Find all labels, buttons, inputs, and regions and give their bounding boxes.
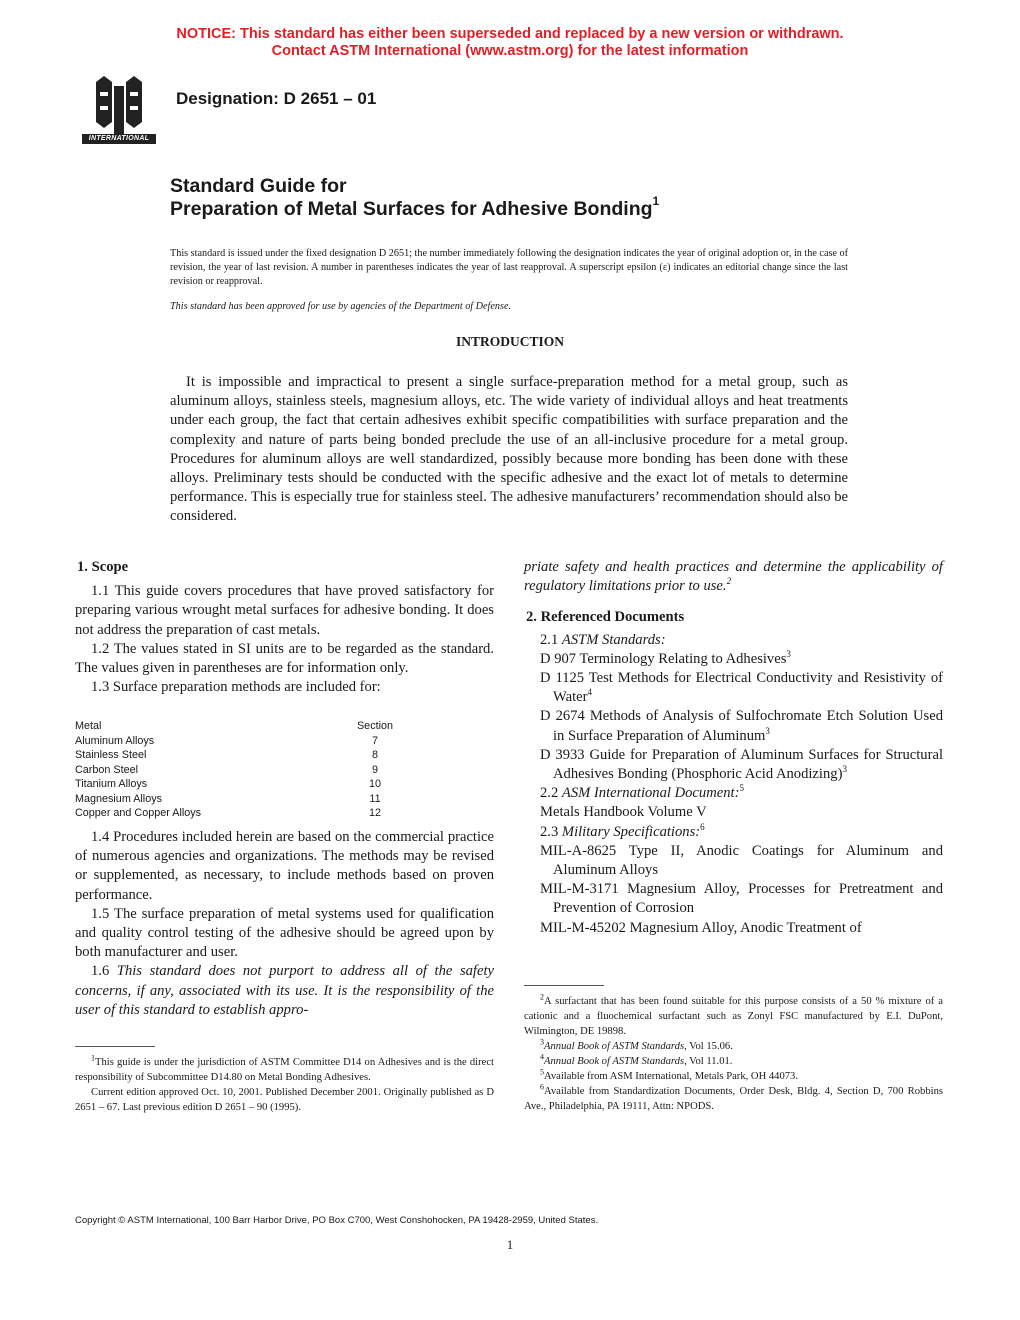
table-row (75, 763, 395, 778)
footnote-4-title: Annual Book of ASTM Standards (544, 1056, 685, 1067)
issued-note: This standard is issued under the fixed designation D 2651; the number immediately following the designation indicates the year of original adoption or, in the case of revision, the year of last revision. A number in parentheses indicates the year of last reapproval. A superscript epsilon (ε) indicates an editorial change since the last revision or reapproval. (170, 248, 848, 287)
table-cell-section: 12 (368, 807, 381, 819)
table-row (75, 748, 395, 763)
table-cell-metal: Titanium Alloys (75, 778, 148, 790)
table-row (75, 734, 395, 749)
page-number: 1 (506, 1237, 514, 1252)
logo-subtext: INTERNATIONAL (88, 135, 150, 142)
scope-methods-table (75, 719, 395, 821)
footnote-5 (524, 1069, 943, 1084)
table-cell-metal: Aluminum Alloys (75, 734, 155, 747)
scope-1-6-text: This standard does not purport to address all of the safety concerns, if any, associated with its use. It is the responsibility of the user of this standard to establish appro- (75, 963, 494, 1018)
footnote-3 (524, 1039, 943, 1054)
approved-note: This standard has been approved for use by agencies of the Department of Defense. (170, 301, 512, 312)
table-cell-section: 8 (371, 749, 378, 761)
scope-1-1: 1.1 This guide covers procedures that have proved satisfactory for preparing various wrought metal surfaces for adhesive bonding. It does not address the preparation of cast metals. (75, 583, 494, 638)
footnote-1 (75, 1055, 494, 1085)
footnote-5-mark: 5 (540, 1067, 544, 1077)
footnote-divider-right (524, 985, 604, 986)
copyright: Copyright © ASTM International, 100 Barr Harbor Drive, PO Box C700, West Conshohocken, PA 19428-2959, United States. (75, 1215, 599, 1226)
scope-1-4: 1.4 Procedures included herein are based on the commercial practice of numerous agencies and organizations. The methods may be revised or supplemented, as necessary, to include methods based on proven performance. (75, 829, 494, 903)
notice-line-1: NOTICE: This standard has either been superseded and replaced by a new version or withdrawn. (176, 26, 844, 42)
ref-metals-handbook: Metals Handbook Volume V (540, 804, 707, 821)
footnote-3-vol: , Vol 15.06. (684, 1041, 733, 1052)
footnote-4 (524, 1054, 943, 1069)
introduction-heading: INTRODUCTION (455, 334, 564, 349)
footnote-6-text: Available from Standardization Documents, Order Desk, Bldg. 4, Section D, 700 Robbins Ave., Philadelphia, PA 19111, Attn: NPODS. (524, 1086, 943, 1112)
title-footnote-mark: 1 (652, 193, 660, 208)
table-cell-section: 7 (371, 734, 378, 747)
left-column (75, 558, 494, 697)
section-2-1-label: ASTM Standards: (561, 631, 666, 648)
section-2-2-number: 2.2 (540, 785, 559, 802)
scope-1-5: 1.5 The surface preparation of metal systems used for qualification and quality control testing of the adhesive should be agreed upon by both manufacturer and user. (75, 905, 494, 961)
ref-d2674-text: D 2674 Methods of Analysis of Sulfochromate Etch Solution Used in Surface Preparation of Aluminum (540, 708, 943, 744)
footnote-2-text: A surfactant that has been found suitable for this purpose consists of a 50 % mixture of a cationic and a fluochemical surfactant such as Zonyl FSC manufactured by E.I. DuPont, Wilmington, DE 19898. (524, 996, 943, 1037)
scope-heading: 1. Scope (77, 559, 129, 575)
scope-1-3: 1.3 Surface preparation methods are included for: (91, 679, 381, 696)
footnote-divider-left (75, 1046, 155, 1047)
footnote-1-cont: Current edition approved Oct. 10, 2001. Published December 2001. Originally published as D 2651 – 67. Last previous edition D 2651 – 90 (1995). (75, 1087, 494, 1113)
scope-1-2: 1.2 The values stated in SI units are to be regarded as the standard. The values given in parentheses are for information only. (75, 640, 494, 677)
referenced-list (524, 631, 943, 938)
right-column (524, 558, 943, 938)
table-header-metal: Metal (75, 720, 102, 732)
ref-d3933-mark: 3 (842, 764, 847, 775)
footnote-5-text: Available from ASM International, Metals Park, OH 44073. (544, 1071, 799, 1082)
ref-mil-m-3171: MIL-M-3171 Magnesium Alloy, Processes for Pretreatment and Prevention of Corrosion (540, 881, 943, 917)
scope-1-6-number: 1.6 (91, 963, 110, 980)
ref-d3933 (540, 746, 943, 784)
section-2-3-label: Military Specifications: (561, 823, 701, 840)
footnote-1-text: This guide is under the jurisdiction of ASTM Committee D14 on Adhesives and is the direct responsibility of Subcommittee D14.80 on Metal Bonding Adhesives. (75, 1057, 494, 1083)
ref-mil-a-8625: MIL-A-8625 Type II, Anodic Coatings for Aluminum and Aluminum Alloys (540, 842, 943, 879)
table-cell-section: 9 (371, 763, 378, 776)
footnote-1-mark: 1 (91, 1053, 95, 1063)
ref-d1125 (540, 669, 943, 707)
footnote-4-vol: , Vol 11.01. (684, 1056, 733, 1067)
scope-1-6-continued (524, 558, 943, 596)
scope-1-6-cont-text: priate safety and health practices and determine the applicability of regulatory limitations prior to use. (524, 559, 943, 595)
title-line-1: Standard Guide for (170, 175, 347, 197)
ref-d2674 (540, 707, 943, 745)
left-column-cont (75, 828, 494, 1020)
referenced-documents-heading: 2. Referenced Documents (526, 609, 685, 626)
table-cell-metal: Magnesium Alloys (75, 792, 163, 805)
section-2-2-mark: 5 (739, 783, 744, 794)
footnote-6 (524, 1084, 943, 1114)
ref-d2674-mark: 3 (765, 725, 770, 736)
footnote-6-mark: 6 (540, 1082, 544, 1092)
section-2-1-number: 2.1 (540, 631, 559, 648)
footnotes-right (524, 994, 943, 1114)
footnote-2-mark: 2 (540, 992, 544, 1002)
introduction-text: It is impossible and impractical to present a single surface-preparation method for a metal group, such as aluminum alloys, stainless steels, magnesium alloys, etc. The wide variety of individual alloys and heat treatments under each group, the fact that certain adhesives exhibit specific compatibilities with surface preparation and the complexity and nature of parts being bonded preclude the use of an all-inclusive procedure for a metal group. Procedures for aluminum alloys are well standardized, possibly because more bonding has been done with these alloys. Preliminary tests should be conducted with the specific adhesive and the exact lot of metals to determine performance. This is especially true for stainless steel. The adhesive manufacturers’ recommendation should also be considered. (170, 374, 848, 525)
asm-document-label (540, 784, 943, 803)
ref-d907 (540, 650, 943, 669)
table-row (75, 792, 395, 807)
table-cell-metal: Copper and Copper Alloys (75, 807, 202, 819)
footnote-3-mark: 3 (540, 1037, 544, 1047)
astm-standards-label (540, 631, 943, 650)
title-line-2 (170, 193, 660, 221)
title-main: Preparation of Metal Surfaces for Adhesive Bonding (170, 198, 653, 220)
designation: Designation: D 2651 – 01 (176, 89, 377, 108)
table-row (75, 777, 395, 792)
scope-1-6-footnote-mark: 2 (726, 576, 732, 587)
footnote-3-title: Annual Book of ASTM Standards (544, 1041, 685, 1052)
table-cell-section: 11 (369, 792, 381, 805)
table-header (75, 719, 395, 734)
table-row (75, 806, 395, 821)
ref-d1125-text: D 1125 Test Methods for Electrical Conductivity and Resistivity of Water (540, 670, 943, 706)
ref-d1125-mark: 4 (587, 687, 592, 698)
military-specs-label (540, 823, 943, 842)
section-2-2-label: ASM International Document: (561, 785, 740, 802)
notice-line-2: Contact ASTM International (www.astm.org) for the latest information (271, 43, 749, 59)
table-cell-metal: Stainless Steel (75, 749, 147, 761)
ref-d907-mark: 3 (786, 648, 791, 659)
ref-d3933-text: D 3933 Guide for Preparation of Aluminum Surfaces for Structural Adhesives Bonding (Phosphoric Acid Anodizing) (540, 746, 943, 783)
footnote-2 (524, 994, 943, 1039)
section-2-3-mark: 6 (700, 821, 705, 832)
ref-mil-m-45202: MIL-M-45202 Magnesium Alloy, Anodic Treatment of (540, 919, 862, 936)
table-cell-section: 10 (368, 778, 381, 790)
scope-1-6 (75, 962, 494, 1020)
footnotes-left (75, 1055, 494, 1115)
table-cell-metal: Carbon Steel (75, 763, 139, 776)
table-header-section: Section (356, 720, 393, 732)
withdrawal-notice (0, 26, 1020, 60)
ref-d907-text: D 907 Terminology Relating to Adhesives (540, 650, 787, 667)
astm-logo (74, 72, 164, 152)
section-2-3-number: 2.3 (540, 823, 559, 840)
footnote-4-mark: 4 (540, 1052, 544, 1062)
